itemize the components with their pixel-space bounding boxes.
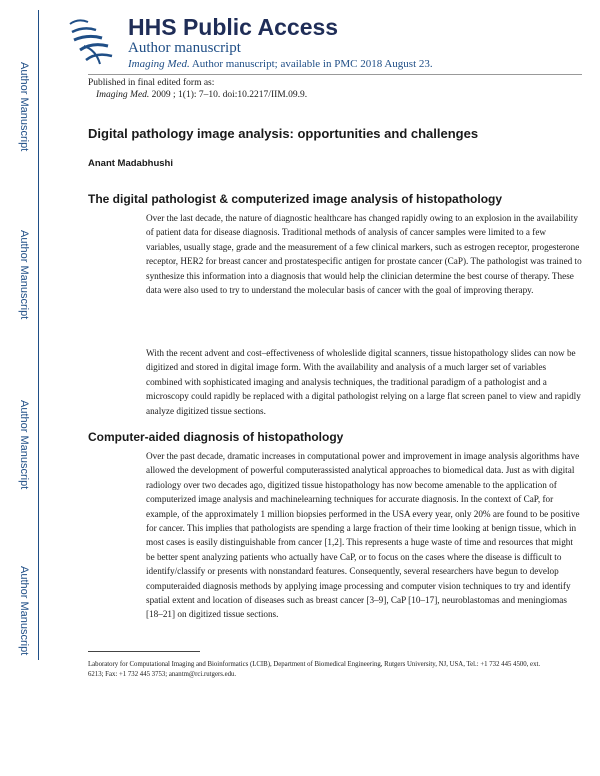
citation-availability: Author manuscript; available in PMC 2018 August 23. [189, 58, 433, 70]
manuscript-citation [128, 58, 433, 70]
published-journal: Imaging Med. [96, 90, 150, 100]
side-label-author-manuscript: Author Manuscript [18, 230, 30, 320]
body-paragraph: Over the last decade, the nature of diagnostic healthcare has changed rapidly owing to an explosion in the availability of patient data for disease diagnosis. Traditional methods of analysis of cancer samples were limited to a few variables, usually stage, grade and the measurement of a few clinical markers, such as estrogen receptor, progesterone receptor, HER2 for breast cancer and prostatespecific antigen for prostate cancer (CaP). The pathologist was trained to synthesize this information into a diagnosis that would help the clinician determine the best course of therapy. These data were also used to try to understand the molecular basis of cancer with the goal of improving therapy. [146, 213, 582, 296]
affiliation-footnote: Laboratory for Computational Imaging and Bioinformatics (LCIB), Department of Biomedical Engineering, Rutgers University, NJ, USA, Tel.: +1 732 445 4500, ext. 6213; Fax: +1 732 445 3753; anantm@rci.rutgers.edu. [88, 661, 541, 678]
manuscript-subtitle: Author manuscript [128, 40, 241, 56]
published-details: 2009 ; 1(1): 7–10. doi:10.2217/IIM.09.9. [149, 90, 308, 100]
citation-journal: Imaging Med. [128, 58, 190, 70]
section-heading: The digital pathologist & computerized image analysis of histopathology [88, 192, 503, 206]
side-divider [38, 10, 39, 660]
side-label-author-manuscript: Author Manuscript [18, 400, 30, 490]
published-citation [96, 90, 307, 100]
side-label-author-manuscript: Author Manuscript [18, 62, 30, 152]
published-label: Published in final edited form as: [88, 78, 215, 88]
hhs-eagle-logo-icon [66, 16, 116, 68]
body-paragraph: Over the past decade, dramatic increases in computational power and improvement in image analysis algorithms have allowed the development of powerful computerassisted analytical approaches to biomedical data. Just as with digital radiology over two decades ago, digitized tissue histopathology has now become amenable to the application of computerized image analysis and machinelearning techniques for accurate diagnosis. In the context of CaP, for example, of the approximately 1 million biopsies performed in the USA every year, only 20% are found to be positive for cancer. This implies that pathologists are spending a large fraction of their time looking at benign tissue, which in most cases is easily distinguishable from cancer [1,2]. This represents a huge waste of time and resources that might be better spent analyzing patients who actually have CaP, or to focus on the cases where the disease is difficult to identify/classify or presents with nonstandard features. Consequently, several researchers have begun to develop computeraided diagnosis methods by applying image processing and computer vision techniques to try and identify spatial extent and location of diseases such as breast cancer [3–9], CaP [10–17], neuroblastomas and meningiomas [18–21] on digitized tissue sections. [146, 451, 580, 620]
author-name: Anant Madabhushi [88, 158, 173, 169]
section-heading: Computer-aided diagnosis of histopathology [88, 430, 344, 444]
page-title: HHS Public Access [128, 14, 339, 40]
side-label-author-manuscript: Author Manuscript [18, 566, 30, 656]
body-paragraph: With the recent advent and cost–effectiveness of wholeslide digital scanners, tissue histopathology slides can now be digitized and stored in digital image form. With the availability and analysis of a much larger set of variables combined with sophisticated imaging and analysis techniques, the traditional paradigm of a pathologist and a microscopy could rapidly be replaced with a digital pathologist relying on a large flat screen panel to view and rapidly analyze digitized tissue sections. [146, 348, 581, 416]
header-divider [88, 74, 582, 75]
paper-title: Digital pathology image analysis: opportunities and challenges [88, 126, 479, 141]
footnote-divider [88, 651, 200, 652]
